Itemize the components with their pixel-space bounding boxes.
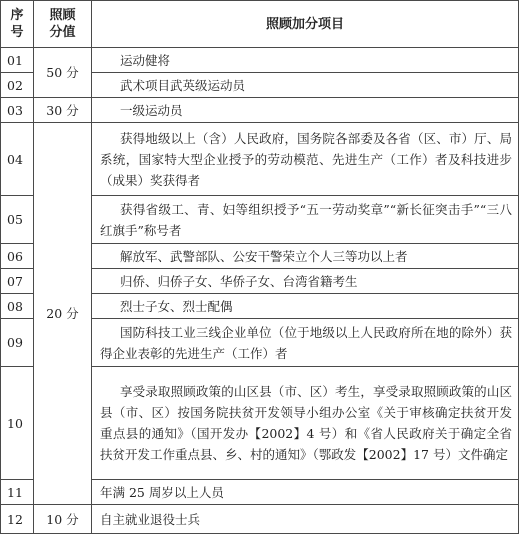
header-points-cell xyxy=(34,1,92,48)
item-text: 归侨、归侨子女、华侨子女、台湾省籍考生 xyxy=(92,269,519,294)
item-text: 国防科技工业三线企业单位（位于地级以上人民政府所在地的除外）获得企业表彰的先进生产（工作）者 xyxy=(92,319,519,367)
header-points-line2: 分值 xyxy=(49,25,76,40)
header-index-cell xyxy=(1,1,34,48)
row-number: 08 xyxy=(1,294,34,319)
header-index-line2: 号 xyxy=(10,25,24,40)
table-row xyxy=(1,505,519,534)
points-30-cell: 30 分 xyxy=(34,98,92,123)
points-10-cell: 10 分 xyxy=(34,505,92,534)
table-row xyxy=(1,123,519,196)
header-items-cell: 照顾加分项目 xyxy=(92,1,519,48)
item-text: 年满 25 周岁以上人员 xyxy=(92,480,519,505)
item-text: 获得地级以上（含）人民政府，国务院各部委及各省（区、市）厅、局系统，国家特大型企业授予的劳动模范、先进生产（工作）者及科技进步（成果）奖获得者 xyxy=(92,123,519,196)
item-text: 自主就业退役士兵 xyxy=(92,505,519,534)
row-number: 01 xyxy=(1,48,34,73)
item-text: 一级运动员 xyxy=(92,98,519,123)
header-index-line1: 序 xyxy=(10,8,24,23)
row-number: 09 xyxy=(1,319,34,367)
table-header-row xyxy=(1,1,519,48)
item-text: 获得省级工、青、妇等组织授予“五一劳动奖章”“新长征突击手”“三八红旗手”称号者 xyxy=(92,196,519,244)
points-20-cell: 20 分 xyxy=(34,123,92,505)
item-text: 享受录取照顾政策的山区县（市、区）考生，享受录取照顾政策的山区县（市、区）按国务院扶贫开发领导小组办公室《关于审核确定扶贫开发重点县的通知》（国开发办【2002】4 号）和《省人民政府关于确定全省扶贫开发工作重点县、乡、村的通知》（鄂政发【2002】17 号）文件确定 xyxy=(92,367,519,480)
row-number: 04 xyxy=(1,123,34,196)
item-text: 烈士子女、烈士配偶 xyxy=(92,294,519,319)
row-number: 10 xyxy=(1,367,34,480)
row-number: 05 xyxy=(1,196,34,244)
row-number: 06 xyxy=(1,244,34,269)
row-number: 03 xyxy=(1,98,34,123)
table-row xyxy=(1,98,519,123)
item-text: 解放军、武警部队、公安干警荣立个人三等功以上者 xyxy=(92,244,519,269)
points-50-cell: 50 分 xyxy=(34,48,92,98)
item-text: 武术项目武英级运动员 xyxy=(92,73,519,98)
table-row xyxy=(1,48,519,73)
header-points-line1: 照顾 xyxy=(49,8,76,23)
row-number: 07 xyxy=(1,269,34,294)
item-text: 运动健将 xyxy=(92,48,519,73)
row-number: 11 xyxy=(1,480,34,505)
row-number: 02 xyxy=(1,73,34,98)
row-number: 12 xyxy=(1,505,34,534)
